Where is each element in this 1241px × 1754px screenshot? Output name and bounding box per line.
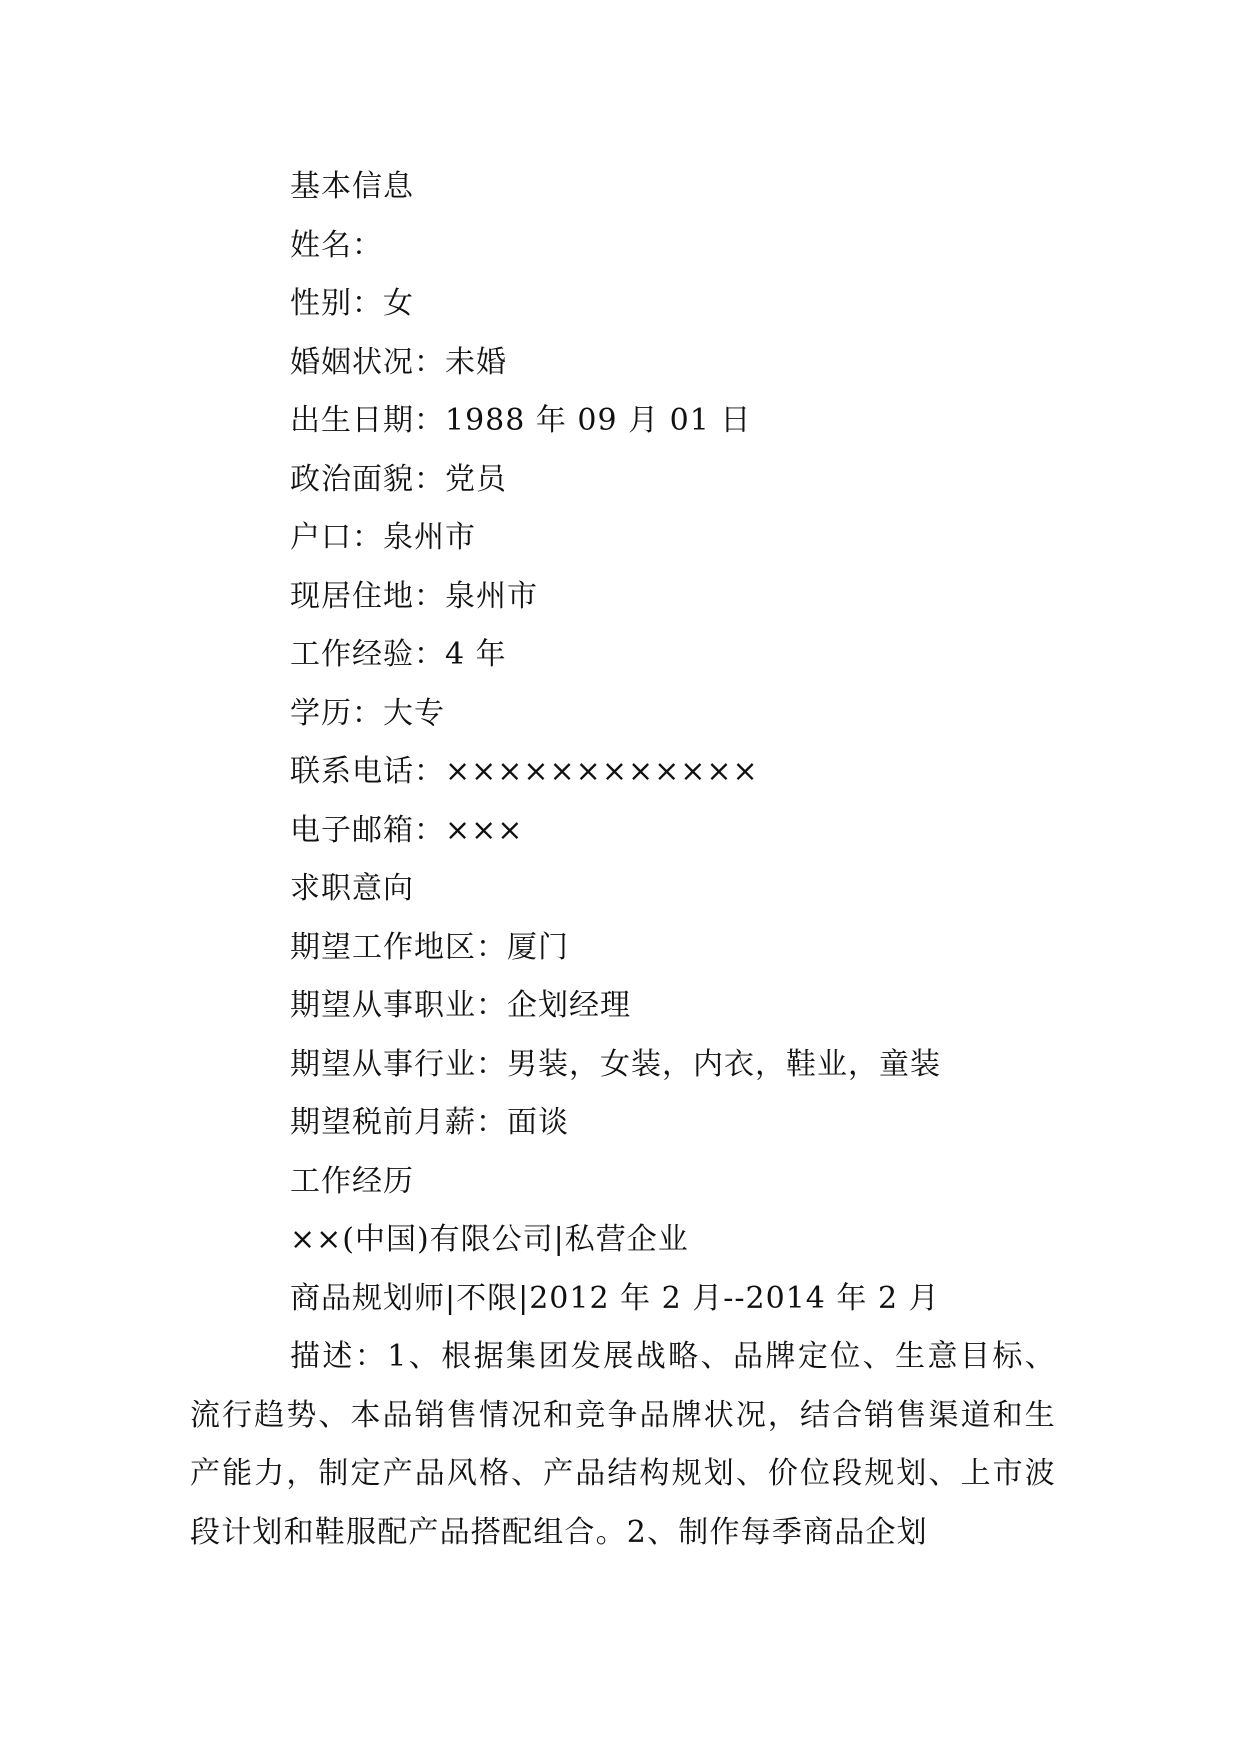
field-hukou: 户口：泉州市 [290, 520, 476, 555]
field-work-experience: 工作经验：4 年 [290, 637, 507, 672]
field-desired-industry: 期望从事行业：男装，女装，内衣，鞋业，童装 [290, 1046, 941, 1082]
field-residence: 现居住地：泉州市 [290, 578, 538, 614]
field-phone: 联系电话：×××××××××××× [290, 754, 759, 789]
section-heading-job-intention: 求职意向 [290, 871, 414, 906]
work-description: 描述：1、根据集团发展战略、品牌定位、生意目标、流行趋势、本品销售情况和竞争品牌状况，结合销售渠道和生产能力，制定产品风格、产品结构规划、价位段规划、上市波段计划和鞋服配产品搭配组合。2、制作每季商品企划 [190, 1339, 1056, 1550]
field-education: 学历：大专 [290, 695, 445, 731]
field-desired-location: 期望工作地区：厦门 [290, 929, 569, 965]
field-marital-status: 婚姻状况：未婚 [290, 344, 507, 380]
work-company: ××(中国)有限公司|私营企业 [290, 1222, 689, 1257]
field-name: 姓名： [290, 227, 383, 263]
section-heading-work-history: 工作经历 [290, 1163, 414, 1199]
field-political-status: 政治面貌：党员 [290, 461, 507, 497]
field-desired-salary: 期望税前月薪：面谈 [290, 1105, 569, 1140]
field-birth-date: 出生日期：1988 年 09 月 01 日 [290, 403, 752, 438]
field-email: 电子邮箱：××× [290, 812, 524, 848]
work-role: 商品规划师|不限|2012 年 2 月--2014 年 2 月 [290, 1280, 940, 1316]
resume-content [190, 158, 1056, 1562]
field-gender: 性别：女 [290, 286, 414, 321]
section-heading-basic-info: 基本信息 [290, 169, 414, 204]
field-desired-position: 期望从事职业：企划经理 [290, 988, 631, 1023]
